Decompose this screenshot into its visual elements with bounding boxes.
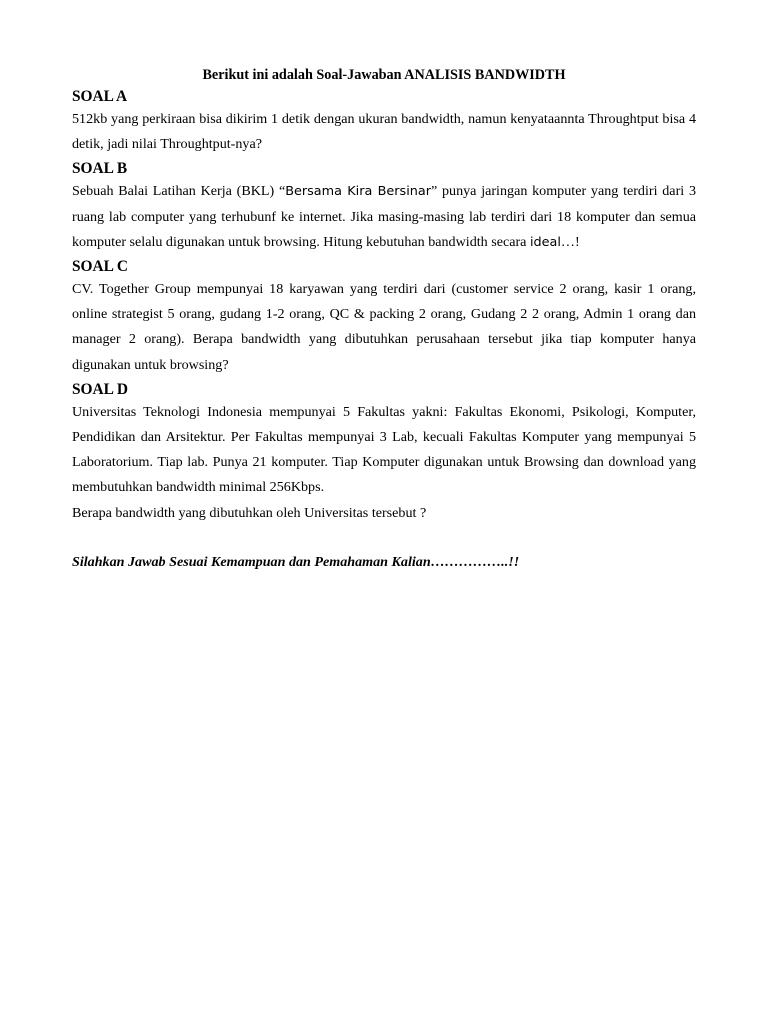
closing-note: Silahkan Jawab Sesuai Kemampuan dan Pemahaman Kalian……………..!! <box>72 553 520 570</box>
soal-b-quote: Bersama Kira Bersinar <box>285 184 431 200</box>
soal-b-text-before: Sebuah Balai Latihan Kerja (BKL) “ <box>72 183 286 200</box>
soal-a-text: 512kb yang perkiraan bisa dikirim 1 detik dengan ukuran bandwidth, namun kenyataannta Throughtput bisa 4 detik, jadi nilai Throughtput-nya? <box>72 111 696 153</box>
soal-a-heading: SOAL A <box>72 88 128 105</box>
soal-d-question: Berapa bandwidth yang dibutuhkan oleh Universitas tersebut ? <box>72 504 427 521</box>
document-page <box>72 66 696 575</box>
soal-d-text: Universitas Teknologi Indonesia mempunyai 5 Fakultas yakni: Fakultas Ekonomi, Psikologi, Komputer, Pendidikan dan Arsitektur. Per Fakultas mempunyai 3 Lab, kecuali Fakultas Komputer yang mempunyai 5 Laboratorium. Tiap lab. Punya 21 komputer. Tiap Komputer digunakan untuk Browsing dan download yang membutuhkan bandwidth minimal 256Kbps. <box>72 403 696 496</box>
document-title: Berikut ini adalah Soal-Jawaban ANALISIS BANDWIDTH <box>202 67 566 83</box>
soal-b-ideal: ideal <box>529 234 561 250</box>
soal-b-text-middle: ” punya jaringan komputer yang terdiri dari 3 ruang lab computer yang terhubunf ke internet. Jika masing-masing lab terdiri dari 18 komputer dan semua komputer selalu digunakan untuk browsing. Hitung kebutuhan bandwidth secara <box>72 183 696 250</box>
soal-b-text <box>72 179 696 255</box>
soal-c-text: CV. Together Group mempunyai 18 karyawan yang terdiri dari (customer service 2 orang, kasir 1 orang, online strategist 5 orang, gudang 1-2 orang, QC & packing 2 orang, Gudang 2 2 orang, Admin 1 orang dan manager 2 orang). Berapa bandwidth yang dibutuhkan perusahaan tersebut jika tiap komputer hanya digunakan untuk browsing? <box>72 281 696 373</box>
soal-d-heading: SOAL D <box>72 380 129 398</box>
soal-c-heading: SOAL C <box>72 258 129 276</box>
soal-b-heading: SOAL B <box>72 160 128 178</box>
soal-b-text-end: …! <box>560 233 580 250</box>
